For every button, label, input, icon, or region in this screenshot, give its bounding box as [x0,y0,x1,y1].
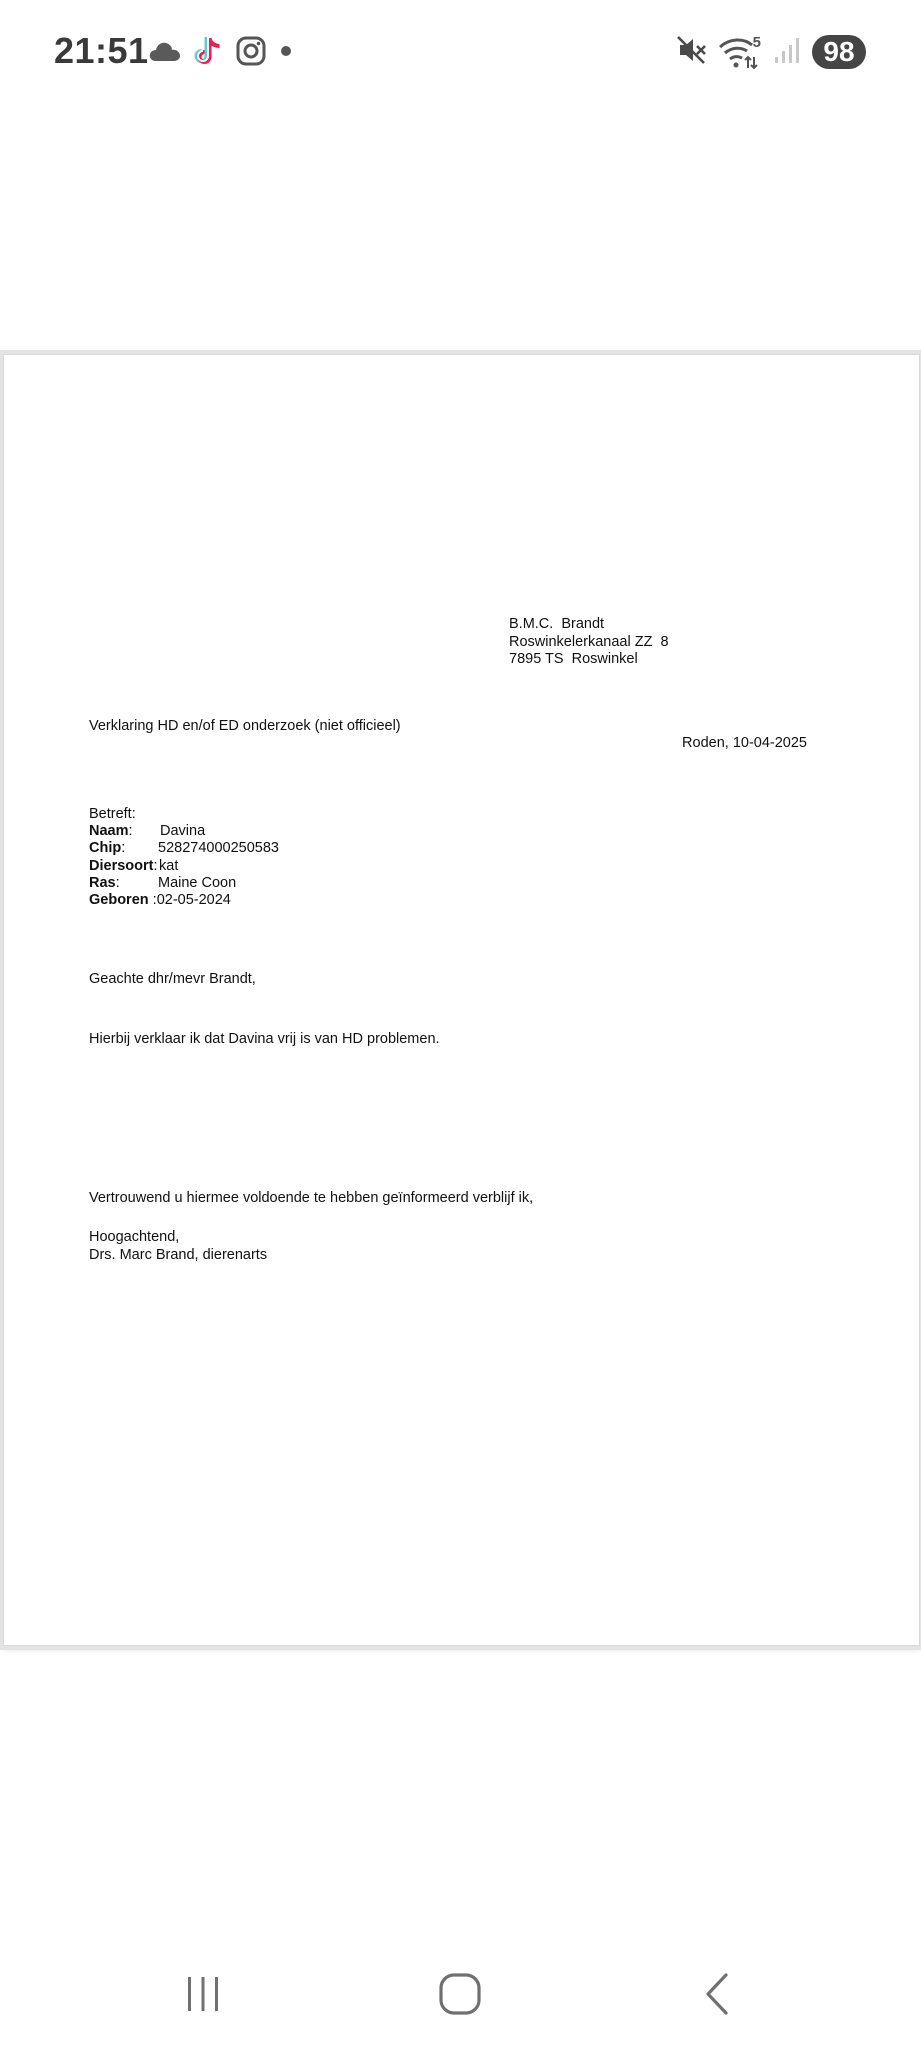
navigation-bar [0,1940,921,2048]
field-separator: : [121,840,126,857]
signal-icon [772,35,802,70]
field-value: 02-05-2024 [156,892,231,909]
betreft-label: Betreft: [89,806,136,822]
instagram-icon [236,36,266,71]
recent-apps-icon [183,1974,223,2014]
home-icon [438,1972,482,2016]
recent-apps-button[interactable] [163,1964,243,2024]
letter-regards: Hoogachtend, [89,1229,180,1245]
document-page[interactable] [3,354,920,1646]
field-separator: : [128,823,133,839]
address-name: B.M.C. Brandt [509,616,605,632]
letter-date: Roden, 10-04-2025 [682,735,807,751]
letter-signoff [89,1229,267,1264]
notification-dot-icon [278,43,294,64]
cloud-icon [148,39,182,68]
letter-subject: Verklaring HD en/of ED onderzoek (niet officieel) [89,718,401,734]
field-value: Maine Coon [158,874,237,891]
field-row-ras [89,874,237,892]
letter-signature: Drs. Marc Brand, dierenarts [89,1246,268,1263]
field-separator: : [153,857,158,874]
back-button[interactable] [678,1964,758,2024]
tiktok-icon [194,34,224,73]
wifi-badge: 5 [752,34,761,51]
field-label: Ras [89,874,116,891]
letter-closing: Vertrouwend u hiermee voldoende te hebben geïnformeerd verblijf ik, [89,1190,534,1206]
status-system-icons [676,33,866,71]
field-separator: : [115,874,120,891]
field-value: 528274000250583 [158,840,279,857]
field-value: Davina [160,823,206,839]
back-icon [698,1972,738,2016]
battery-indicator: 98 [812,35,866,69]
field-row-diersoort [89,858,231,875]
wifi-icon [718,33,762,71]
animal-details [89,823,279,909]
address-street: Roswinkelerkanaal ZZ 8 [509,633,669,650]
field-separator: : [148,892,157,909]
letter-greeting: Geachte dhr/mevr Brandt, [89,971,256,987]
status-bar [0,0,921,104]
home-button[interactable] [420,1964,500,2024]
field-label: Chip [89,840,122,857]
address-city: 7895 TS Roswinkel [509,651,638,667]
mute-icon [676,34,708,71]
recipient-address [509,616,669,669]
field-row-naam [89,823,231,840]
field-label: Geboren [89,892,149,909]
status-notification-icons [148,34,294,72]
field-row-chip [89,840,279,857]
status-time: 21:51 [54,30,149,71]
field-label: Naam [89,823,129,839]
field-label: Diersoort [89,857,154,874]
letter-body: Hierbij verklaar ik dat Davina vrij is van HD problemen. [89,1031,440,1047]
field-row-geboren [89,892,231,909]
field-value: kat [159,857,179,874]
